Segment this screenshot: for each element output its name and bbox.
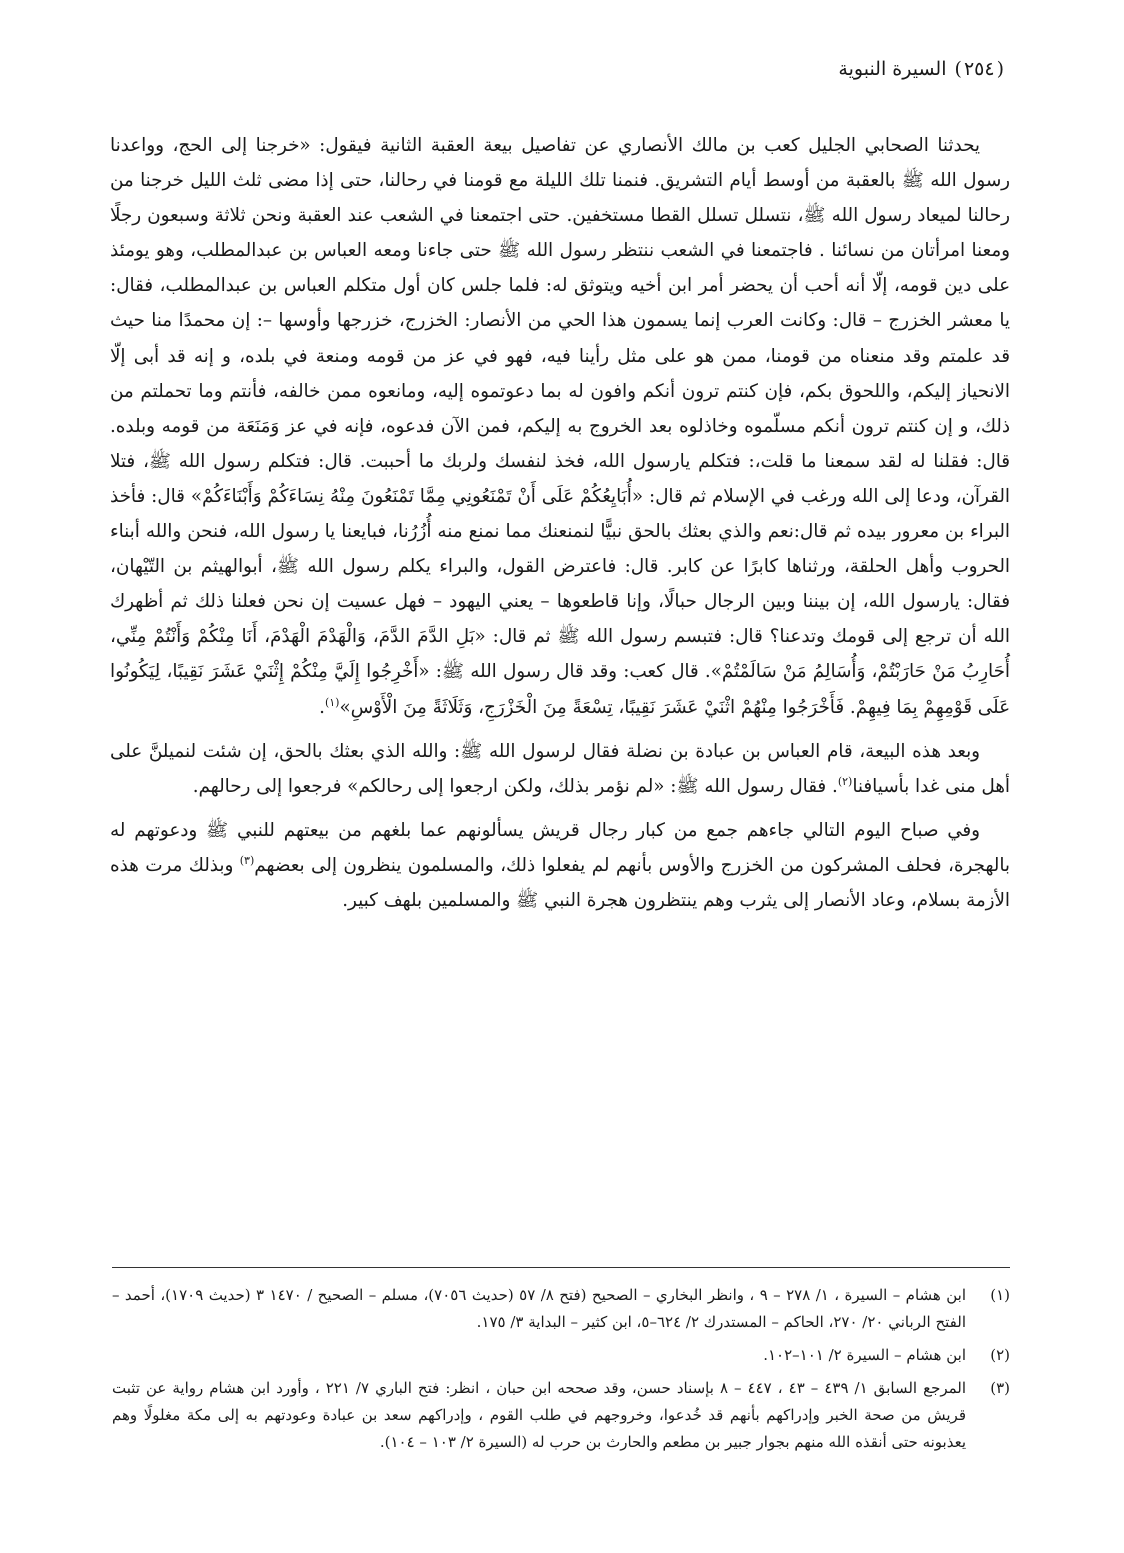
paragraph-text: وفي صباح اليوم التالي جاءهم جمع من كبار رجال قريش يسألونهم عما بلغهم من بيعتهم للنبي ﷺ ودعوتهم له بالهجرة، فحلف المشركون من الخزرج والأوس بأنهم لم يفعلوا ذلك، والمسلمون ينظرون إلى بعضهم — [110, 819, 1010, 876]
footnote-ref-2[interactable]: (٢) — [837, 774, 853, 788]
footnote-number: (٢) — [990, 1346, 1010, 1364]
footnote-1 — [112, 1282, 1010, 1336]
paragraph-abbas-ibn-ubadah — [110, 734, 1010, 804]
footnote-text: المرجع السابق ١/ ٤٣٩ – ٤٣ ، ٤٤٧ – ٨ بإسناد حسن، وقد صححه ابن حبان ، انظر: فتح الباري ٧/ ٢٢١ ، وأورد ابن هشام رواية عن تثبت قريش من صحة الخبر وإدراكهم بأنهم قد خُدعوا، وخروجهم في طلب القوم ، وإدراكهم سعد بن عبادة وعودتهم به إلى مكة مغلولًا وهم يعذبونه حتى أنقذه الله منهم بجوار جبير بن مطعم والحارث بن حرب له (السيرة ٢/ ١٠٣ – ١٠٤). — [112, 1379, 967, 1451]
footnote-number: (٣) — [990, 1379, 1010, 1397]
footnote-text: ابن هشام – السيرة ٢/ ١٠١–١٠٢. — [763, 1346, 966, 1364]
page-number-open-bracket: ( — [996, 58, 1004, 80]
paragraph-tail: . فقال رسول الله ﷺ: «لم نؤمر بذلك، ولكن ارجعوا إلى رحالكم» فرجعوا إلى رحالهم. — [192, 775, 838, 797]
footnote-ref-3[interactable]: (٣) — [239, 853, 255, 867]
paragraph-text: يحدثنا الصحابي الجليل كعب بن مالك الأنصاري عن تفاصيل بيعة العقبة الثانية فيقول: «خرجنا إلى الحج، وواعدنا رسول الله ﷺ بالعقبة من أوسط أيام التشريق. فنمنا تلك الليلة مع قومنا في رحالنا، حتى إذا مضى ثلث الليل خرجنا من رحالنا لميعاد رسول الله ﷺ، نتسلل تسلل القطا مستخفين. حتى اجتمعنا في الشعب عند العقبة ونحن ثلاثة وسبعون رجلًا ومعنا امرأتان من نسائنا . فاجتمعنا في الشعب ننتظر رسول الله ﷺ حتى جاءنا ومعه العباس بن عبدالمطلب، وهو يومئذ على دين قومه، إلّا أنه أحب أن يحضر أمر ابن أخيه ويتوثق له: فلما جلس كان أول متكلم العباس بن عبدالمطلب، فقال: يا معشر الخزرج – قال: وكانت العرب إنما يسمون هذا الحي من الأنصار: الخزرج، خزرجها وأوسها –: إن محمدًا منا حيث قد علمتم وقد منعناه من قومنا، ممن هو على مثل رأينا فيه، فهو في عز من قومه ومنعة في بلده، و إنه قد أبى إلّا الانحياز إليكم، واللحوق بكم، فإن كنتم ترون أنكم وافون له بما دعوتموه إليه، ومانعوه ممن خالفه، فأنتم وما تحملتم من ذلك، و إن كنتم ترون أنكم مسلّموه وخاذلوه بعد الخروج به إليكم، فمن الآن فدعوه، فإنه في عز وَمَنَعَة من قومه وبلده. قال: فقلنا له لقد سمعنا ما قلت،: فتكلم يارسول الله، فخذ لنفسك ولربك ما أحببت. قال: فتكلم رسول الله ﷺ، فتلا القرآن، ودعا إلى الله ورغب في الإسلام ثم قال: «أُبَايِعُكُمْ عَلَى أَنْ تَمْنَعُونِي مِمَّا تَمْنَعُونَ مِنْهُ نِسَاءَكُمْ وَأَبْنَاءَكُمْ» قال: فأخذ البراء بن معرور بيده ثم قال:نعم والذي بعثك بالحق نبيًّا لنمنعنك مما نمنع منه أُزُرُنا، فبايعنا يا رسول الله، فنحن والله أبناء الحروب وأهل الحلقة، ورثناها كابرًا عن كابر. قال: فاعترض القول، والبراء يكلم رسول الله ﷺ، أبوالهيثم بن التّيْهان، فقال: يارسول الله، إن بيننا وبين الرجال حبالًا، وإنا قاطعوها – يعني اليهود – فهل عسيت إن نحن فعلنا ذلك ثم أظهرك الله أن ترجع إلى قومك وتدعنا؟ قال: فتبسم رسول الله ﷺ ثم قال: «بَلِ الدَّمَ الدَّمَ، وَالْهَدْمَ الْهَدْمَ، أَنَا مِنْكُمْ وَأَنْتُمْ مِنِّي، أُحَارِبُ مَنْ حَارَبْتُمْ، وَأُسَالِمُ مَنْ سَالَمْتُمْ». قال كعب: وقد قال رسول الله ﷺ: «أَخْرِجُوا إِلَيَّ مِنْكُمْ إِثْنَيْ عَشَرَ نَقِيبًا، لِيَكُونُوا عَلَى قَوْمِهِمْ بِمَا فِيهِمْ. فَأَخْرَجُوا مِنْهُمْ اثْنَيْ عَشَرَ نَقِيبًا، تِسْعَةً مِنَ الْخَزْرَجِ، وَثَلَاثَةً مِنَ الْأَوْسِ» — [110, 135, 1010, 718]
paragraph-tail: . — [319, 696, 325, 718]
running-head-title: السيرة النبوية — [838, 58, 947, 80]
paragraph-bayah-narration — [110, 128, 1010, 725]
footnote-3 — [112, 1375, 1010, 1456]
footnote-number: (١) — [990, 1286, 1010, 1304]
footnotes — [112, 1282, 1010, 1462]
main-text — [110, 128, 1010, 927]
footnote-ref-1[interactable]: (١) — [324, 695, 340, 709]
page-number: ٢٥٤ — [963, 58, 995, 80]
paragraph-tail: وبذلك مرت هذه الأزمة بسلام، وعاد الأنصار إلى يثرب وهم ينتظرون هجرة النبي ﷺ والمسلمين بلهف كبير. — [110, 854, 1010, 911]
footnote-2 — [112, 1342, 1010, 1369]
footnote-divider — [112, 1267, 1010, 1268]
paragraph-next-morning — [110, 813, 1010, 918]
paragraph-text: وبعد هذه البيعة، قام العباس بن عبادة بن نضلة فقال لرسول الله ﷺ: والله الذي بعثك بالحق، إن شئت لنميلنَّ على أهل منى غدا بأسيافنا — [110, 740, 1010, 797]
page-number-close-bracket: ) — [954, 58, 962, 80]
running-head — [838, 58, 1006, 80]
footnote-text: ابن هشام – السيرة ، ١/ ٢٧٨ – ٩ ، وانظر البخاري – الصحيح (فتح ٨/ ٥٧ (حديث ٧٠٥٦)، مسلم – الصحيح / ١٤٧٠ ٣ (حديث ١٧٠٩)، أحمد – الفتح الرباني ٢٠/ ٢٧٠، الحاكم – المستدرك ٢/ ٦٢٤–٥، ابن كثير – البداية ٣/ ١٧٥. — [112, 1286, 966, 1331]
